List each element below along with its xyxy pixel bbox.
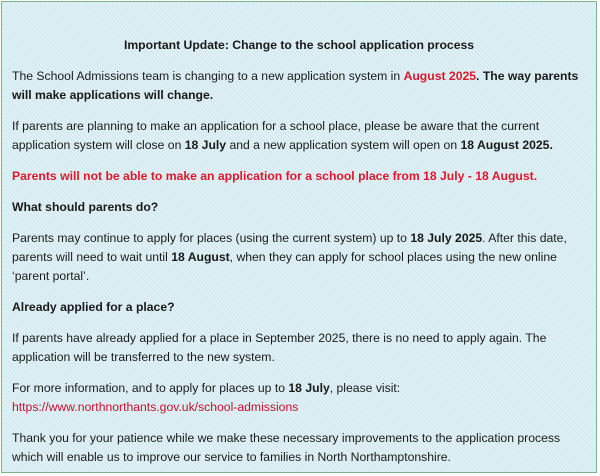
heading-already-applied: Already applied for a place? xyxy=(12,300,175,314)
close-open-paragraph xyxy=(12,117,586,155)
update-notice xyxy=(1,1,597,473)
change-date: August 2025 xyxy=(403,69,477,83)
close-open-text: If parents are planning to make an application for a school place, please be aware that the current application system will close on xyxy=(12,119,540,152)
guidance-text: Parents may continue to apply for places (using the current system) up to xyxy=(12,231,411,245)
guidance-post: , when they can apply for school places using the new online ‘parent portal’. xyxy=(12,250,557,283)
notice-title: Important Update: Change to the school application process xyxy=(123,38,475,52)
close-open-mid: and a new application system will open on xyxy=(226,138,461,152)
guidance-paragraph xyxy=(12,229,586,286)
intro-paragraph xyxy=(12,67,586,105)
heading-what-to-do: What should parents do? xyxy=(12,200,159,214)
more-info-date: 18 July xyxy=(288,381,330,395)
more-info-text: For more information, and to apply for places up to xyxy=(12,381,289,395)
more-info-post: , please visit: xyxy=(329,381,401,395)
admissions-link[interactable]: https://www.northnorthants.gov.uk/school-admissions xyxy=(12,400,299,414)
open-date: 18 August 2025. xyxy=(460,138,553,152)
more-info-paragraph xyxy=(12,379,586,417)
guidance-mid: . After this date, parents will need to wait until xyxy=(12,231,567,264)
guidance-date-1: 18 July 2025 xyxy=(410,231,483,245)
guidance-date-2: 18 August xyxy=(171,250,230,264)
intro-emphasis: . The way parents will make applications will change. xyxy=(12,69,579,102)
already-applied-paragraph: If parents have already applied for a place in September 2025, there is no need to apply again. The application will be transferred to the new system. xyxy=(12,331,547,364)
warning-text: Parents will not be able to make an application for a school place from 18 July - 18 August. xyxy=(12,169,538,183)
thank-you-paragraph: Thank you for your patience while we make these necessary improvements to the application process which will enable us to improve our service to families in North Northamptonshire. xyxy=(12,431,561,464)
close-date: 18 July xyxy=(184,138,227,152)
intro-text: The School Admissions team is changing to a new application system in xyxy=(12,69,404,83)
